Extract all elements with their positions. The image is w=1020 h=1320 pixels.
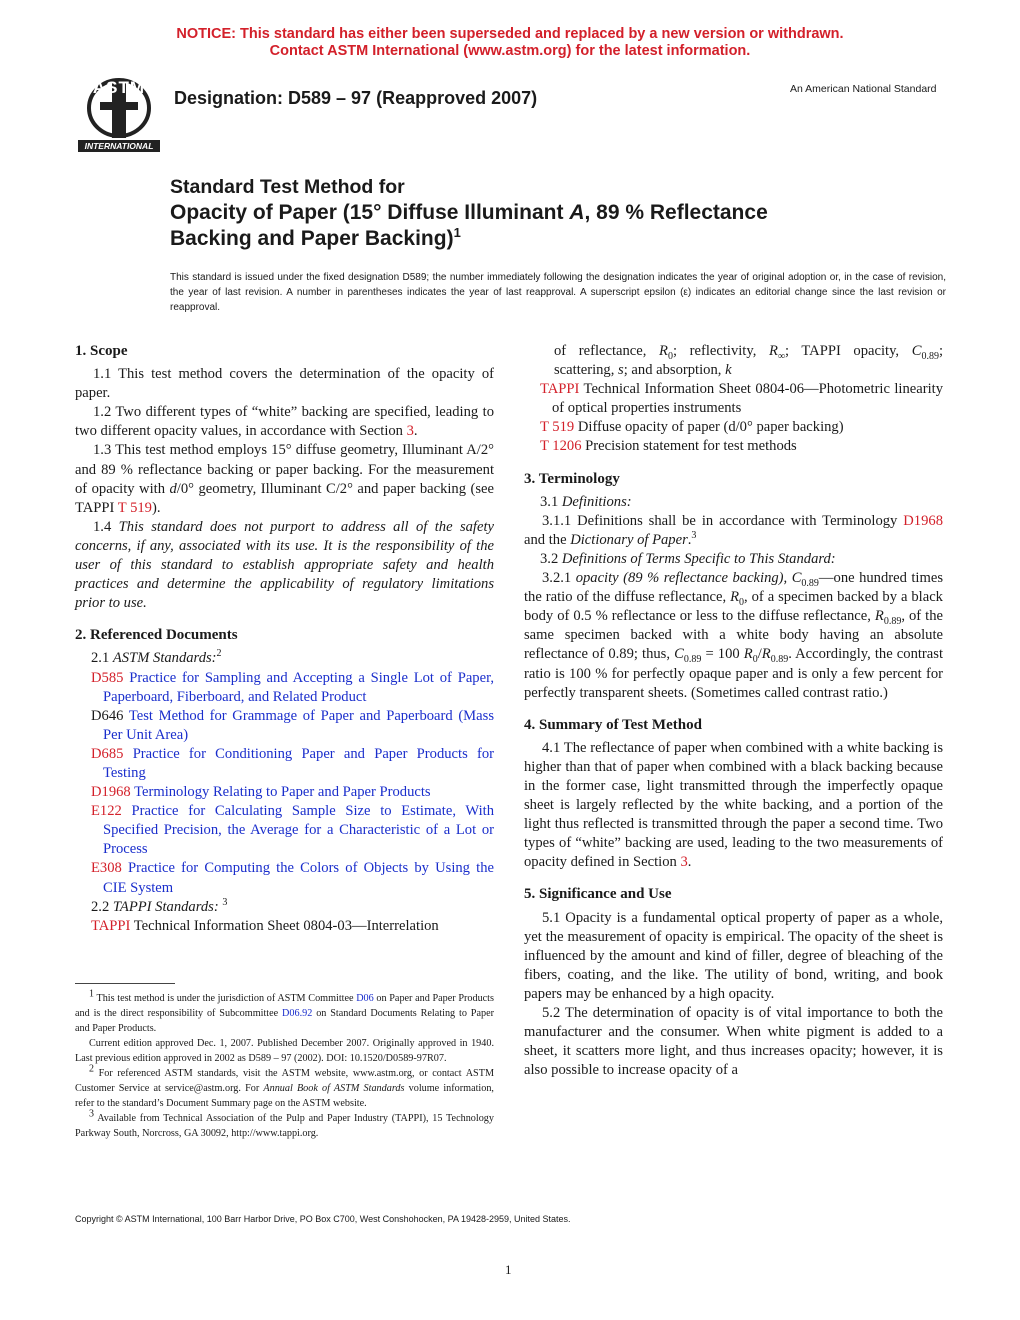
para-1-1: 1.1 This test method covers the determination of the opacity of paper.	[75, 366, 494, 402]
symbol-r: R	[761, 646, 771, 663]
tappi-standards-label	[75, 898, 494, 917]
symbol-r: R	[768, 343, 778, 359]
d1968-link[interactable]: D1968	[903, 512, 943, 529]
para-1-4-text: This standard does not purport to address all of the safety concerns, if any, associated with its use. It is the responsibility of the user of this standard to establish appropriate safety and health practices and determine the applicability of regulatory limitations prior to use.	[75, 518, 494, 612]
para-1-2-end: .	[413, 423, 418, 440]
ref-title: Technical Information Sheet 0804-06—Photometric linearity of optical properties instruments	[552, 381, 943, 417]
symbol-c-sub: 0.89	[921, 350, 939, 362]
cont-b: ; reflectivity,	[672, 343, 769, 359]
title-line-2	[170, 200, 950, 226]
ref-code[interactable]: T 519	[540, 419, 575, 436]
para-3-2-1: 3.2.1 opacity (89 % reflectance backing), $C_{0.89}—one$ hundred times the ratio of the diffuse reflectance, $R_0$, of a specimen backed by a black body of 0.5 % reflectance or less to the diffuse reflectance, $R_{0.89}$, of the same specimen backed with a white body having an absolute reflectance of 0.89; thus, $C_{0.89} = 100$ $R_0/R_{0.89}$. Accordingly, the contrast ratio is 100 % for perfectly opaque paper and is only a few percent for perfectly transparent sheets. (Sometimes called contrast ratio.)	[524, 570, 943, 701]
fn1-c: on Standard Documents Relating to Paper and Paper Products.	[75, 1008, 494, 1034]
t519-link[interactable]: T 519	[117, 499, 152, 516]
symbol-c-sub: 0.89	[683, 654, 702, 666]
astm-label-sup: 2	[216, 648, 222, 660]
title-footnote-ref: 1	[453, 225, 461, 240]
symbol-c: C	[791, 570, 802, 587]
ref-code[interactable]: T 1206	[540, 438, 582, 455]
para-3-1-text: Definitions:	[561, 493, 632, 510]
para-1-3-italic: d	[169, 480, 177, 497]
fn3-text: Available from Technical Association of the Pulp and Paper Industry (TAPPI), 15 Technology Parkway South, Norcross, GA 30092, http://www.tappi.org.	[75, 1113, 494, 1139]
section-3-heading: 3. Terminology	[524, 470, 620, 487]
para-1-3-text: 1.3 This test method employs 15° diffuse geometry, Illuminant A/2° and 89 % reflectance backing or paper backing. For the measurement of opacity with	[75, 442, 494, 497]
symbol-c-sub: 0.89	[801, 577, 819, 589]
fn2-b: volume information, refer to the standard’s Document Summary page on the ASTM website.	[75, 1083, 494, 1109]
ref-d1968[interactable]	[75, 783, 494, 802]
astm-label-text: ASTM Standards:	[112, 650, 217, 667]
fn-marker: 3	[89, 1108, 94, 1120]
tappi-label-text: TAPPI Standards:	[112, 898, 219, 915]
para-3-2-1-d: = 100	[701, 646, 744, 663]
para-3-2-num: 3.2	[540, 550, 562, 567]
fn1-a: This test method is under the jurisdiction of ASTM Committee	[94, 993, 357, 1004]
ref-code: D646	[91, 707, 124, 724]
symbol-k: k	[725, 362, 732, 379]
ref-title: Precision statement for test methods	[585, 438, 797, 455]
symbol-r089-sub: 0.89	[770, 654, 789, 666]
ref-e122[interactable]	[75, 802, 494, 859]
withdrawal-notice	[0, 26, 1020, 60]
footnote-divider	[75, 983, 175, 984]
ref-t1206[interactable]	[524, 437, 943, 456]
ref-code[interactable]: TAPPI	[91, 917, 131, 934]
d0692-link[interactable]: D06.92	[282, 1008, 313, 1019]
title-line-2c: , 89 % Reflectance	[584, 201, 768, 224]
para-3-1-1	[524, 512, 943, 550]
dictionary-of-paper: Dictionary of Paper	[570, 531, 688, 548]
ref-d646[interactable]	[75, 707, 494, 745]
title-line-1: Standard Test Method for	[170, 176, 405, 198]
ref-t519[interactable]	[524, 418, 943, 437]
tappi-label-num: 2.2	[91, 898, 113, 915]
para-3-1-1-end: .	[687, 531, 692, 548]
ref-code[interactable]: E308	[91, 860, 122, 877]
para-1-4-num: 1.4	[93, 518, 119, 535]
logo-subtext: INTERNATIONAL	[84, 141, 154, 151]
ref-title[interactable]: Practice for Sampling and Accepting a Single Lot of Paper, Paperboard, Fiberboard, and Related Product	[103, 669, 494, 705]
copyright-line: Copyright © ASTM International, 100 Barr Harbor Drive, PO Box C700, West Conshohocken, PA 19428-2959, United States.	[75, 1214, 571, 1224]
fn2-italic: Annual Book of ASTM Standards	[263, 1083, 405, 1094]
symbol-c: C	[674, 646, 684, 663]
fn2-a: For referenced ASTM standards, visit the ASTM website, www.astm.org, or contact ASTM Customer Service at service@astm.org. For	[75, 1068, 494, 1094]
ref-code[interactable]: TAPPI	[540, 381, 580, 398]
para-3-2-1-a: —one hundred times the ratio of the diffuse reflectance,	[524, 570, 943, 606]
document-title	[170, 174, 950, 252]
para-3-1-num: 3.1	[540, 493, 562, 510]
section-1-heading: 1. Scope	[75, 343, 128, 359]
para-5-1: 5.1 Opacity is a fundamental optical property of paper as a whole, yet the measurement of opacity is empirical. The opacity of the sheet is influenced by the amount and kind of filler, degree of bleaching of the fibers, coating, and the like. The utility of bond, writing, and book papers may be enhanced by a high opacity.	[524, 909, 943, 1002]
para-1-3-mid: /0° geometry, Illuminant C/2° and paper backing (see TAPPI	[75, 480, 494, 516]
ref-title[interactable]: Practice for Conditioning Paper and Paper Products for Testing	[103, 745, 495, 781]
para-3-1-1-text: 3.1.1 Definitions shall be in accordance with Terminology	[542, 512, 904, 529]
ref-tappi-0804-03-cont	[524, 342, 943, 380]
para-1-2	[75, 403, 494, 441]
cont-e: ; and absorption,	[623, 362, 726, 379]
right-column	[524, 342, 943, 1080]
para-3-2-text: Definitions of Terms Specific to This Standard:	[561, 550, 836, 567]
footnotes	[75, 988, 494, 1141]
fn-marker: 2	[89, 1063, 94, 1075]
footnote-2	[75, 1063, 494, 1111]
section-3-link[interactable]: 3	[680, 854, 688, 871]
title-line-3-text: Backing and Paper Backing)	[170, 227, 454, 250]
ref-tappi-0804-03[interactable]	[75, 917, 494, 936]
notice-line-1: NOTICE: This standard has either been superseded and replaced by a new version or withdrawn.	[176, 26, 844, 42]
para-1-3-end: ).	[151, 499, 161, 516]
footnote-3	[75, 1108, 494, 1141]
para-3-2-1-c: , of the same specimen backed with a white body having an absolute reflectance of 0.89; thus,	[524, 608, 943, 663]
section-5-heading: 5. Significance and Use	[524, 886, 672, 903]
para-3-2-1-num: 3.2.1	[542, 570, 576, 587]
para-4-1-end: .	[687, 854, 692, 871]
cont-a: of reflectance,	[554, 343, 660, 359]
symbol-r0-sub: 0	[667, 350, 673, 362]
issuance-statement: This standard is issued under the fixed designation D589; the number immediately following the designation indicates the year of original adoption or, in the case of revision, the year of last revision. A number in parentheses indicates the year of last reapproval. A superscript epsilon (ε) indicates an editorial change since the last revision or reapproval.	[170, 272, 946, 313]
astm-standards-label	[75, 649, 494, 668]
ref-title[interactable]: Practice for Calculating Sample Size to Estimate, With Specified Precision, the Average for a Characteristic of a Lot or Process	[103, 803, 494, 858]
para-5-2: 5.2 The determination of opacity is of vital importance to both the manufacturer and the consumer. When white pigment is added to a sheet, it scatters more light, and thus increases opacity; however, it is also possible to increase opacity of a	[524, 1005, 943, 1079]
section-2-heading: 2. Referenced Documents	[75, 627, 238, 644]
d06-link[interactable]: D06	[356, 993, 374, 1004]
section-3-link[interactable]: 3	[406, 423, 414, 440]
page-number: 1	[505, 1262, 512, 1277]
ref-code[interactable]: D585	[91, 669, 124, 686]
para-1-4	[75, 518, 494, 613]
symbol-r089-sub: 0.89	[883, 616, 902, 628]
fn1-b: on Paper and Paper Products and is the direct responsibility of Subcommittee	[75, 993, 494, 1019]
left-column	[75, 342, 494, 936]
ref-code[interactable]: E122	[91, 803, 122, 820]
title-line-2a: Opacity of Paper (15° Diffuse Illuminant	[170, 201, 570, 224]
cont-c: ; TAPPI opacity,	[785, 343, 912, 359]
para-1-3	[75, 441, 494, 517]
ref-title[interactable]: Test Method for Grammage of Paper and Paperboard (Mass Per Unit Area)	[103, 707, 494, 743]
symbol-r: R	[730, 589, 740, 606]
ref-title[interactable]: Terminology Relating to Paper and Paper Products	[134, 784, 431, 801]
logo-text: ASTM	[92, 78, 146, 97]
ref-tappi-0804-06[interactable]	[524, 380, 943, 418]
title-illuminant: A	[569, 201, 585, 224]
ref-d685[interactable]	[75, 745, 494, 783]
symbol-r: R	[874, 608, 884, 625]
para-1-2-text: 1.2 Two different types of “white” backing are specified, leading to two different opacity values, in accordance with Section	[75, 404, 494, 440]
ref-title: Diffuse opacity of paper (d/0° paper backing)	[577, 419, 844, 436]
designation: Designation: D589 – 97 (Reapproved 2007)	[174, 88, 538, 108]
title-line-3	[170, 226, 950, 252]
para-3-1-1-mid: and the	[524, 531, 571, 548]
ref-title[interactable]: Practice for Computing the Colors of Objects by Using the CIE System	[103, 860, 494, 896]
ref-code[interactable]: D685	[91, 745, 124, 762]
para-3-2	[524, 550, 943, 569]
footnote-1	[75, 988, 494, 1036]
astm-logo	[76, 74, 162, 154]
para-3-2-1-e: . Accordingly, the contrast ratio is 100 % for perfectly opaque paper and is only a few percent for perfectly transparent sheets. (Sometimes called contrast ratio.)	[524, 646, 943, 701]
opacity-term: opacity (89 % reflectance backing),	[575, 570, 788, 587]
fn-marker: 1	[89, 988, 94, 1000]
para-4-1-text: 4.1 The reflectance of paper when combined with a white backing is higher than that of paper when combined with a black backing because in the former case, light transmitted through the imperfectly opaque sheet is largely reflected by the white backing, and a portion of the light thus reflected is transmitted through the paper a second time. Two types of “white” backing are used, leading to the two measurements of opacity defined in Section	[524, 739, 943, 871]
notice-line-2: Contact ASTM International (www.astm.org) for the latest information.	[269, 43, 751, 59]
para-3-2-1-b: , of a specimen backed by a black body of 0.5 % reflectance or less to the diffuse reflectance,	[524, 589, 943, 625]
ref-d585[interactable]	[75, 669, 494, 707]
para-3-1	[524, 493, 943, 512]
american-national-standard-label: An American National Standard	[790, 83, 937, 95]
symbol-r0-sub: 0	[739, 597, 745, 609]
tappi-label-sup: 3	[222, 896, 228, 908]
symbol-rinf-sub: ∞	[777, 350, 786, 362]
ref-e308[interactable]	[75, 859, 494, 897]
ref-title: Technical Information Sheet 0804-03—Interrelation	[133, 917, 439, 934]
symbol-r: R	[659, 343, 668, 359]
para-4-1	[524, 739, 943, 873]
ref-code[interactable]: D1968	[91, 784, 131, 801]
para-3-1-1-sup: 3	[691, 529, 697, 541]
symbol-r0-sub: 0	[752, 654, 758, 666]
section-4-heading: 4. Summary of Test Method	[524, 716, 702, 733]
cont-d: ; scattering,	[554, 343, 943, 379]
symbol-c: C	[911, 343, 922, 359]
symbol-s: s	[618, 362, 624, 379]
symbol-r: R	[743, 646, 753, 663]
footnote-1-edition: Current edition approved Dec. 1, 2007. Published December 2007. Originally approved in 1940. Last previous edition approved in 2002 as D589 – 97 (2002). DOI: 10.1520/D0589-97R07.	[75, 1038, 494, 1064]
astm-label-num: 2.1	[91, 650, 113, 667]
